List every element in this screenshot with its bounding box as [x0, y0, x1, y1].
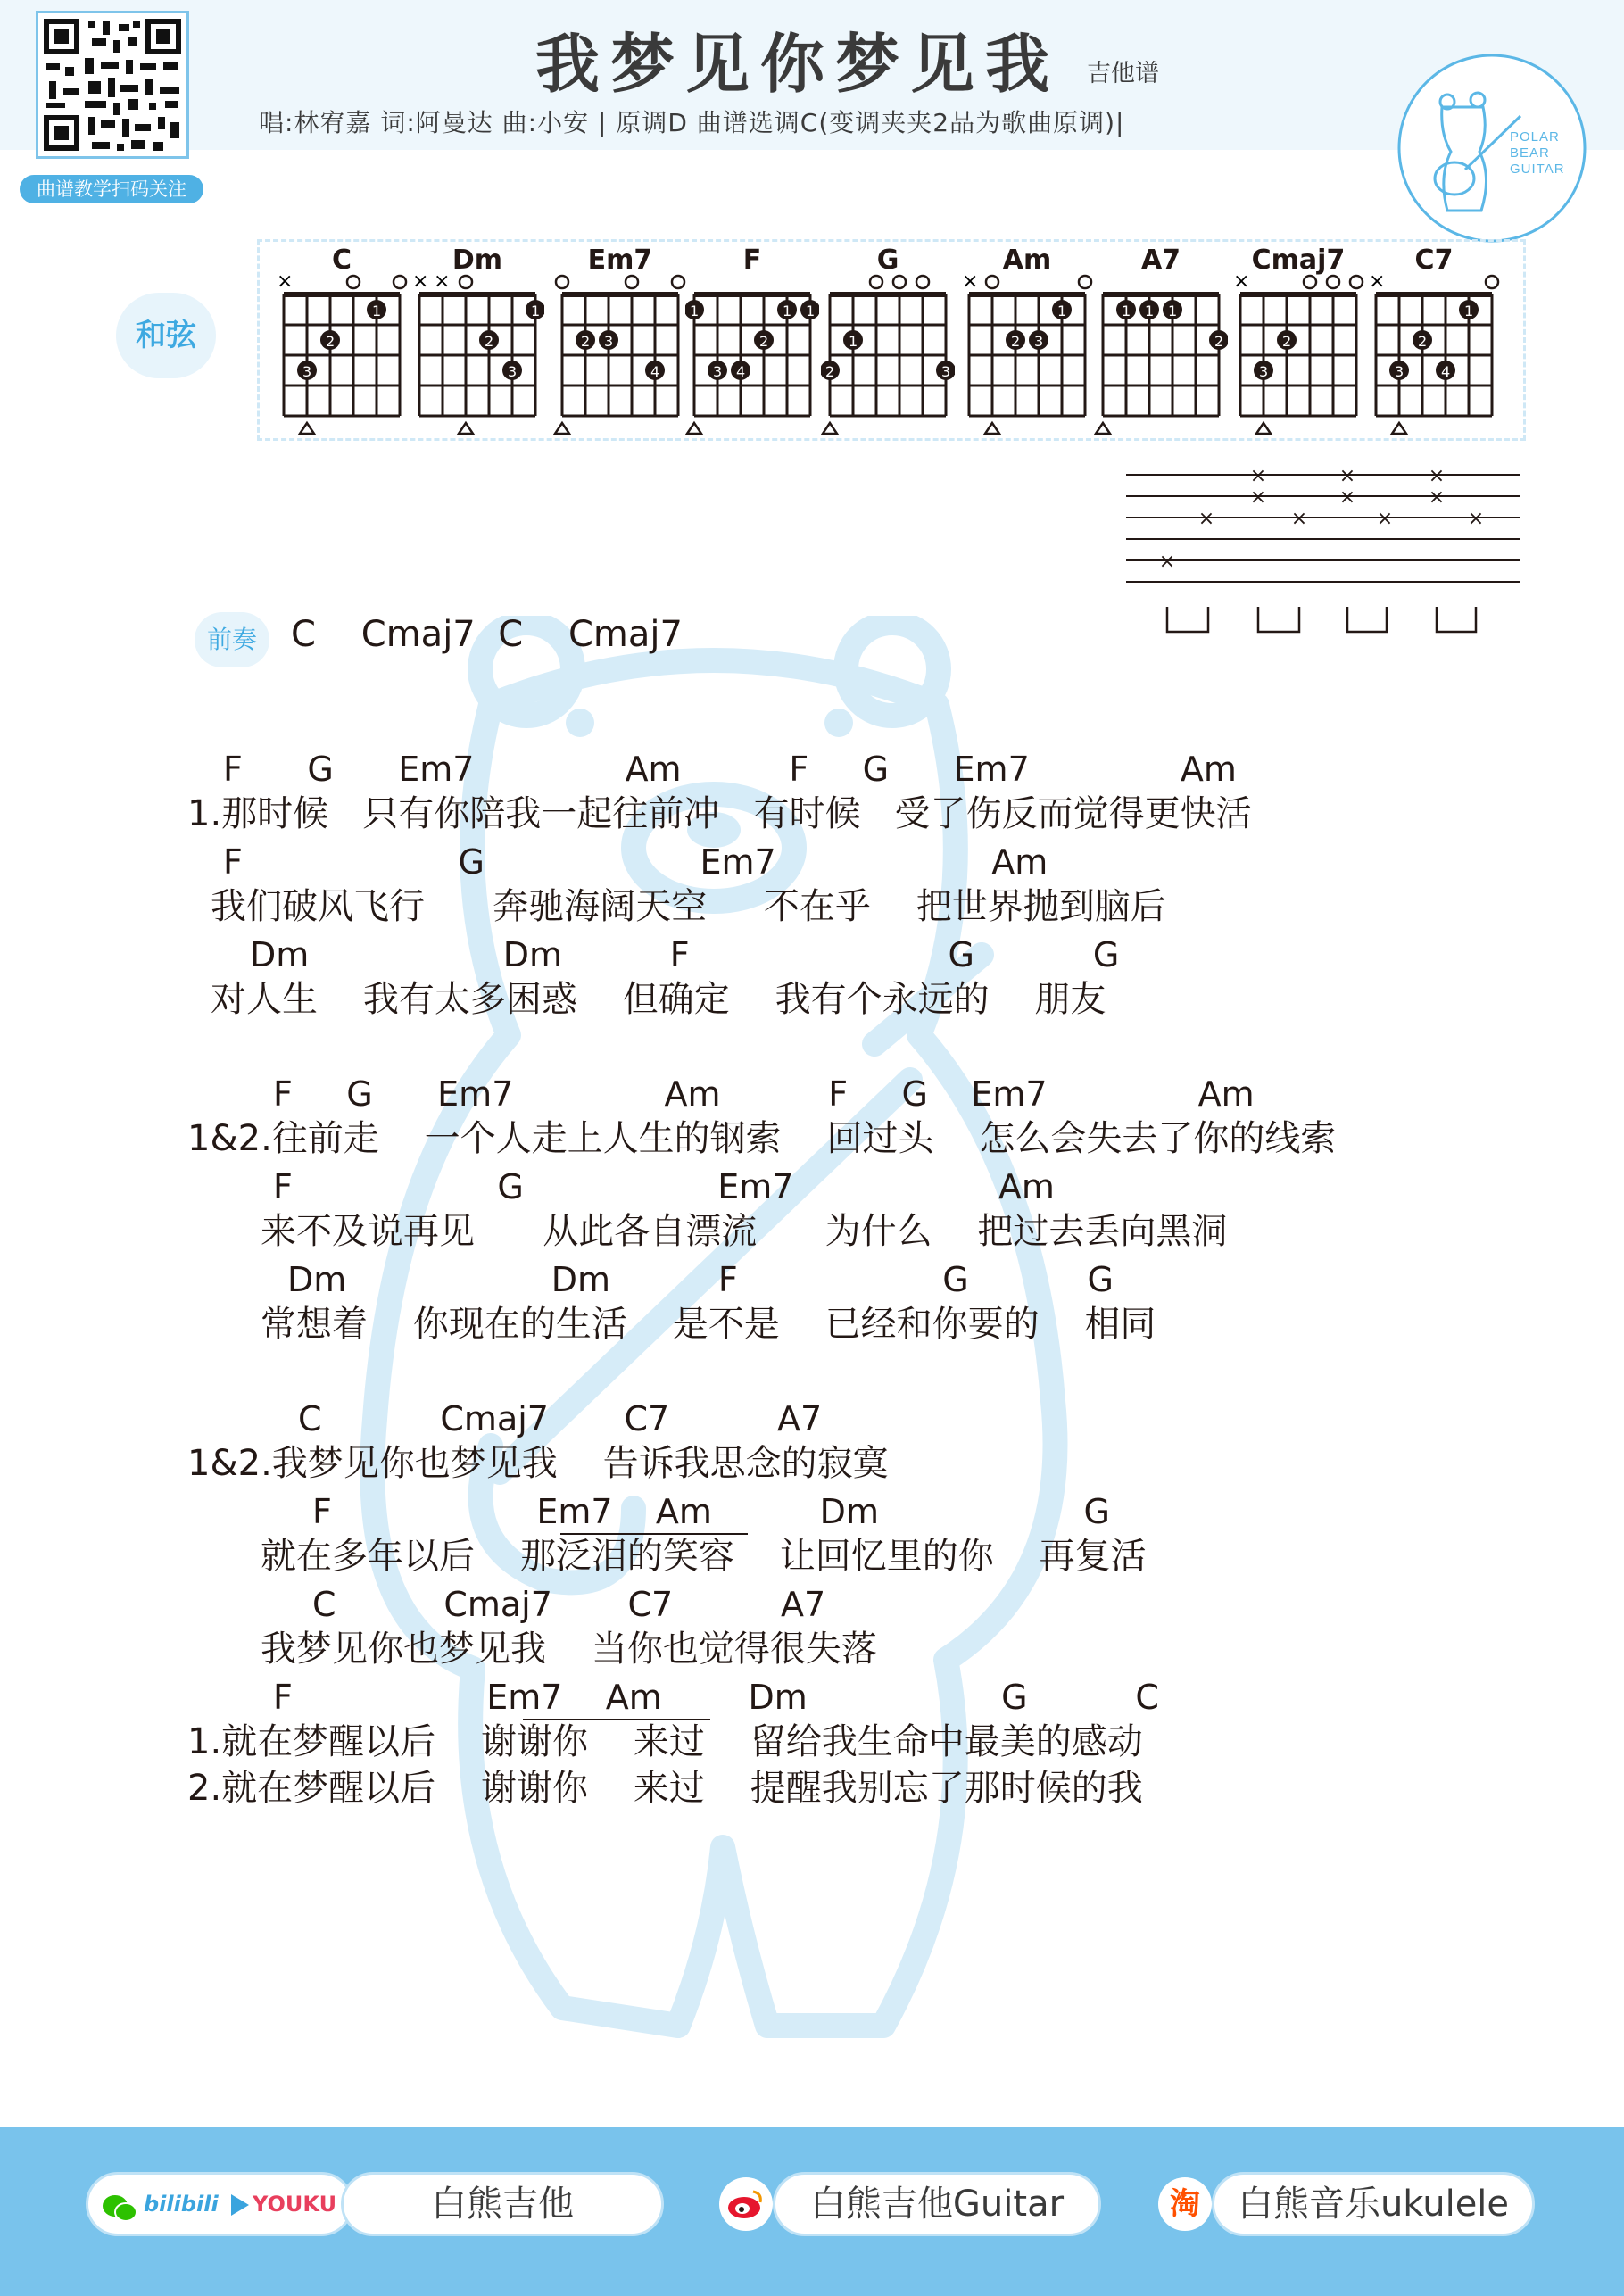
- svg-text:3: 3: [1259, 363, 1269, 380]
- chorus-chords-3: C Cmaj7 C7 A7: [312, 1585, 826, 1624]
- chorus-lyrics-4a: 1.就在梦醒以后 谢谢你 来过 留给我生命中最美的感动: [187, 1721, 1143, 1762]
- chords-section-label: 和弦: [116, 293, 216, 378]
- svg-text:2: 2: [326, 333, 336, 350]
- svg-text:2: 2: [825, 363, 835, 380]
- play-icon: [231, 2194, 249, 2216]
- bilibili-logo: bilibili: [144, 2192, 219, 2217]
- video-platforms-pill[interactable]: [86, 2172, 353, 2236]
- svg-text:×: ×: [1158, 551, 1176, 573]
- chord-name: C: [331, 245, 352, 276]
- svg-text:1: 1: [372, 303, 382, 319]
- chord-name: A7: [1140, 245, 1181, 276]
- svg-text:×: ×: [277, 270, 294, 293]
- svg-text:×: ×: [1249, 465, 1267, 487]
- verse1-lyrics-2: 我们破风飞行 奔驰海阔天空 不在乎 把世界抛到脑后: [211, 886, 1166, 927]
- svg-text:3: 3: [302, 363, 312, 380]
- song-credits: 唱:林宥嘉 词:阿曼达 曲:小安 | 原调D 曲谱选调C(变调夹夹2品为歌曲原调)|: [259, 108, 1125, 137]
- verse2-lyrics-2: 来不及说再见 从此各自漂流 为什么 把过去丢向黑洞: [261, 1211, 1228, 1252]
- svg-text:1: 1: [783, 303, 792, 319]
- svg-text:2: 2: [485, 333, 494, 350]
- svg-text:×: ×: [1197, 508, 1215, 530]
- svg-text:×: ×: [1467, 508, 1485, 530]
- weibo-icon[interactable]: [719, 2177, 773, 2231]
- chord-name: F: [742, 245, 762, 276]
- chorus-chords-4: F Em7 Am Dm G C: [273, 1678, 1159, 1717]
- svg-text:×: ×: [1233, 270, 1250, 293]
- svg-text:×: ×: [434, 270, 451, 293]
- svg-text:2: 2: [1282, 333, 1292, 350]
- intro-label: 前奏: [195, 612, 269, 667]
- svg-text:3: 3: [713, 363, 723, 380]
- taobao-glyph: 淘: [1170, 2186, 1200, 2222]
- taobao-icon[interactable]: [1158, 2177, 1212, 2231]
- svg-text:1: 1: [1168, 303, 1178, 319]
- chord-diagram-c: [275, 243, 409, 443]
- chord-name: Dm: [452, 245, 503, 276]
- svg-text:×: ×: [1428, 486, 1446, 509]
- chord-diagram-em7: [553, 243, 687, 443]
- chord-diagram-cmaj7: [1231, 243, 1365, 443]
- svg-text:3: 3: [1034, 333, 1044, 350]
- chord-name: Em7: [587, 245, 653, 276]
- verse2-chords-1: F G Em7 Am F G Em7 Am: [273, 1074, 1255, 1114]
- chorus-chords-2: F Em7 Am Dm G: [312, 1492, 1110, 1531]
- svg-text:1: 1: [690, 303, 700, 319]
- chord-name: Am: [1002, 245, 1052, 276]
- svg-text:×: ×: [1376, 508, 1394, 530]
- verse1-lyrics-3: 对人生 我有太多困惑 但确定 我有个永远的 朋友: [211, 979, 1106, 1020]
- svg-text:×: ×: [412, 270, 429, 293]
- svg-text:×: ×: [1290, 508, 1308, 530]
- svg-text:3: 3: [604, 333, 614, 350]
- svg-text:2: 2: [759, 333, 769, 350]
- verse1-chords-3: Dm Dm F G G: [250, 935, 1120, 974]
- chord-diagram-a7: [1094, 243, 1228, 443]
- footer-name-3[interactable]: 白熊音乐ukulele: [1212, 2172, 1535, 2236]
- wechat-icon: [101, 2185, 138, 2219]
- svg-text:3: 3: [1395, 363, 1404, 380]
- chord-name: Cmaj7: [1251, 245, 1346, 276]
- svg-text:1: 1: [1145, 303, 1155, 319]
- chord-name: C7: [1414, 245, 1454, 276]
- chord-diagram-dm: [410, 243, 544, 443]
- svg-text:×: ×: [1428, 465, 1446, 487]
- svg-text:4: 4: [1441, 363, 1451, 380]
- strumming-pattern: [1123, 464, 1524, 642]
- svg-text:1: 1: [1057, 303, 1067, 319]
- svg-text:3: 3: [941, 363, 951, 380]
- svg-text:2: 2: [1214, 333, 1224, 350]
- svg-text:2: 2: [581, 333, 591, 350]
- verse1-chords-1: F G Em7 Am F G Em7 Am: [223, 750, 1237, 789]
- chorus-lyrics-3: 我梦见你也梦见我 当你也觉得很失落: [261, 1629, 877, 1670]
- svg-text:×: ×: [962, 270, 979, 293]
- verse2-chords-2: F G Em7 Am: [273, 1167, 1055, 1206]
- chord-diagram-c7: [1367, 243, 1501, 443]
- logo-text-guitar: GUITAR: [1510, 162, 1565, 177]
- svg-text:1: 1: [849, 333, 858, 350]
- polar-bear-guitar-logo: [1396, 52, 1588, 245]
- chord-name: G: [876, 245, 899, 276]
- svg-text:×: ×: [1338, 465, 1356, 487]
- svg-text:×: ×: [1338, 486, 1356, 509]
- footer-name-2[interactable]: 白熊吉他Guitar: [773, 2172, 1101, 2236]
- verse1-chords-2: F G Em7 Am: [223, 842, 1048, 882]
- chorus-chords-1: C Cmaj7 C7 A7: [298, 1399, 823, 1438]
- svg-text:1: 1: [806, 303, 816, 319]
- svg-text:4: 4: [736, 363, 746, 380]
- footer-name-1[interactable]: 白熊吉他: [341, 2172, 664, 2236]
- verse1-lyrics-1: 1.那时候 只有你陪我一起往前冲 有时候 受了伤反而觉得更快活: [187, 793, 1252, 834]
- svg-text:2: 2: [1011, 333, 1021, 350]
- intro-chords: C Cmaj7 C Cmaj7: [291, 614, 683, 655]
- logo-text-polar: POLAR: [1510, 129, 1560, 145]
- logo-text-bear: BEAR: [1510, 145, 1550, 161]
- svg-text:1: 1: [531, 303, 541, 319]
- qr-caption: 曲谱教学扫码关注: [20, 175, 203, 203]
- svg-text:×: ×: [1249, 486, 1267, 509]
- chord-diagram-am: [960, 243, 1094, 443]
- qr-code[interactable]: [36, 11, 189, 159]
- svg-text:×: ×: [1369, 270, 1386, 293]
- svg-text:1: 1: [1122, 303, 1131, 319]
- youku-logo: YOUKU: [253, 2192, 337, 2217]
- svg-text:4: 4: [650, 363, 660, 380]
- chord-diagram-g: [821, 243, 955, 443]
- svg-text:2: 2: [1418, 333, 1428, 350]
- verse2-lyrics-3: 常想着 你现在的生活 是不是 已经和你要的 相同: [261, 1304, 1156, 1345]
- chorus-lyrics-1: 1&2.我梦见你也梦见我 告诉我思念的寂寞: [187, 1443, 889, 1484]
- verse2-lyrics-1: 1&2.往前走 一个人走上人生的钢索 回过头 怎么会失去了你的线索: [187, 1118, 1337, 1159]
- svg-text:1: 1: [1464, 303, 1474, 319]
- chorus-lyrics-2: 就在多年以后 那泛泪的笑容 让回忆里的你 再复活: [261, 1536, 1147, 1577]
- chord-diagram-f: [685, 243, 819, 443]
- svg-text:3: 3: [508, 363, 518, 380]
- verse2-chords-3: Dm Dm F G G: [287, 1260, 1114, 1299]
- chorus-lyrics-4b: 2.就在梦醒以后 谢谢你 来过 提醒我别忘了那时候的我: [187, 1768, 1143, 1809]
- song-title: 我梦见你梦见我: [535, 27, 1061, 102]
- song-subtitle: 吉他谱: [1087, 60, 1159, 87]
